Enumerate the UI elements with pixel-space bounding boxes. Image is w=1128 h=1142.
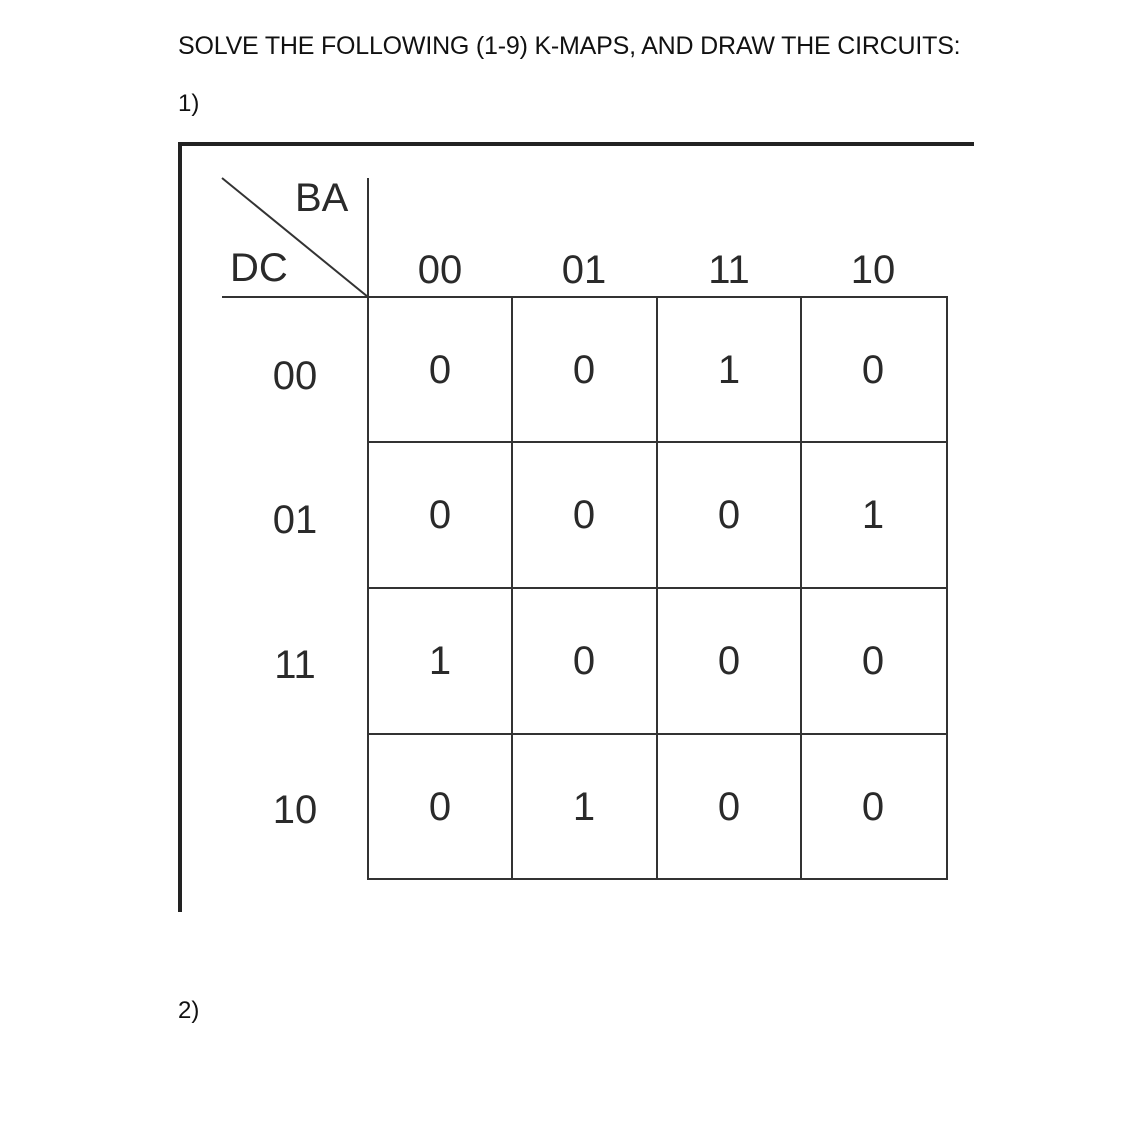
kmap-row-header: 11 xyxy=(274,643,316,687)
kmap-cell: 0 xyxy=(428,784,452,829)
kmap-cell: 1 xyxy=(428,638,452,683)
kmap-cell: 1 xyxy=(717,347,741,392)
kmap-row-header: 10 xyxy=(272,788,318,832)
kmap-column-header: 00 xyxy=(417,248,463,292)
question-number-2: 2) xyxy=(178,997,200,1024)
kmap-column-header: 11 xyxy=(708,248,750,292)
kmap-row-header: 00 xyxy=(272,354,318,398)
kmap-cell: 0 xyxy=(572,347,596,392)
kmap-row-variable: DC xyxy=(230,246,288,290)
kmap-cell: 0 xyxy=(572,638,596,683)
kmap-column-header: 10 xyxy=(850,248,896,292)
kmap-cell: 0 xyxy=(717,784,741,829)
kmap-cell: 0 xyxy=(572,492,596,537)
kmap-cell: 0 xyxy=(717,638,741,683)
instruction-text: SOLVE THE FOLLOWING (1-9) K-MAPS, AND DRAW THE CIRCUITS: xyxy=(178,32,961,60)
kmap-cell: 1 xyxy=(861,492,885,537)
kmap-cell: 0 xyxy=(861,347,885,392)
kmap-column-header: 01 xyxy=(561,248,607,292)
kmap-cell: 0 xyxy=(861,638,885,683)
kmap-row-header: 01 xyxy=(272,498,318,542)
kmap-cell: 0 xyxy=(428,492,452,537)
kmap-cell: 0 xyxy=(861,784,885,829)
kmap-cell: 1 xyxy=(572,784,596,829)
kmap-column-variable: BA xyxy=(295,176,349,220)
question-number-1: 1) xyxy=(178,90,200,117)
kmap-cell: 0 xyxy=(717,492,741,537)
kmap-figure xyxy=(178,142,974,912)
kmap-cell: 0 xyxy=(428,347,452,392)
